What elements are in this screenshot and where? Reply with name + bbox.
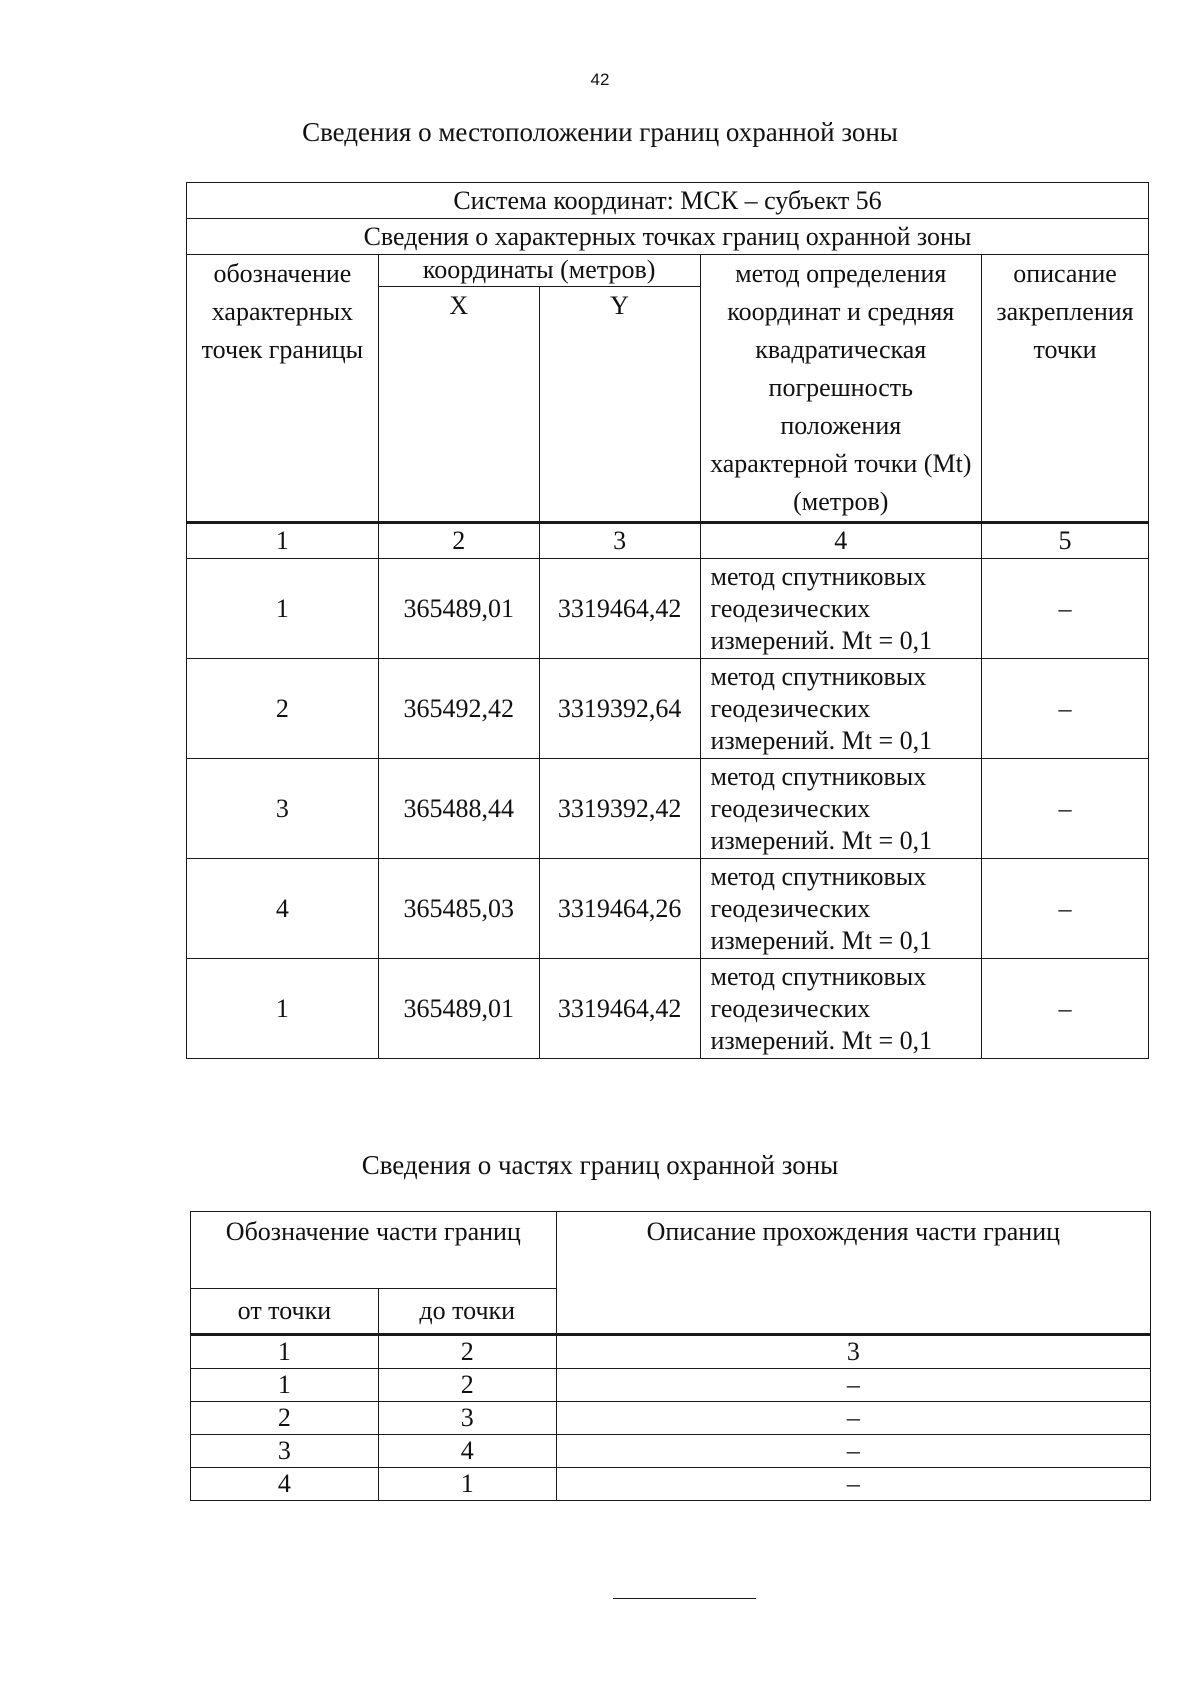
to-cell: 4 xyxy=(378,1435,556,1468)
method-cell: метод спутниковых геодезических измерений. Mt = 0,1 xyxy=(700,859,982,959)
header-designation: Обозначение части границ xyxy=(191,1212,557,1289)
x-cell: 365489,01 xyxy=(378,559,539,659)
y-cell: 3319392,64 xyxy=(539,659,700,759)
method-cell: метод спутниковых геодезических измерений. Mt = 0,1 xyxy=(700,559,982,659)
point-cell: 4 xyxy=(187,859,379,959)
from-cell: 1 xyxy=(191,1369,379,1402)
y-cell: 3319464,26 xyxy=(539,859,700,959)
table-row xyxy=(191,1435,1151,1468)
table-row xyxy=(191,1468,1151,1501)
y-cell: 3319464,42 xyxy=(539,559,700,659)
column-number: 3 xyxy=(556,1335,1150,1369)
point-cell: 1 xyxy=(187,559,379,659)
section-title-boundaries: Сведения о местоположении границ охранной зоны xyxy=(302,117,898,147)
table-row xyxy=(191,1369,1151,1402)
from-cell: 2 xyxy=(191,1402,379,1435)
column-number-row xyxy=(187,523,1149,559)
fixing-cell: – xyxy=(982,759,1149,859)
x-cell: 365489,01 xyxy=(378,959,539,1059)
table-row xyxy=(187,959,1149,1059)
fixing-cell: – xyxy=(982,859,1149,959)
method-cell: метод спутниковых геодезических измерений. Mt = 0,1 xyxy=(700,959,982,1059)
point-cell: 1 xyxy=(187,959,379,1059)
header-description: Описание прохождения части границ xyxy=(556,1212,1150,1335)
end-of-document-rule xyxy=(613,1598,756,1599)
boundary-parts-table xyxy=(190,1211,1151,1501)
coord-system-header: Система координат: МСК – субъект 56 xyxy=(187,183,1149,219)
x-cell: 365492,42 xyxy=(378,659,539,759)
table-row xyxy=(187,659,1149,759)
x-cell: 365485,03 xyxy=(378,859,539,959)
fixing-cell: – xyxy=(982,559,1149,659)
point-cell: 3 xyxy=(187,759,379,859)
fixing-cell: – xyxy=(982,659,1149,759)
header-method: метод определения координат и средняя квадратическая погрешность положения характерной точки (Mt) (метров) xyxy=(700,255,982,523)
column-number: 3 xyxy=(539,523,700,559)
header-fixing: описание закрепления точки xyxy=(982,255,1149,523)
to-cell: 2 xyxy=(378,1369,556,1402)
column-number: 5 xyxy=(982,523,1149,559)
y-cell: 3319464,42 xyxy=(539,959,700,1059)
header-coordinates: координаты (метров) xyxy=(378,255,700,287)
point-cell: 2 xyxy=(187,659,379,759)
method-cell: метод спутниковых геодезических измерений. Mt = 0,1 xyxy=(700,659,982,759)
from-cell: 4 xyxy=(191,1468,379,1501)
description-cell: – xyxy=(556,1369,1150,1402)
to-cell: 1 xyxy=(378,1468,556,1501)
section-title-parts: Сведения о частях границ охранной зоны xyxy=(361,1150,839,1180)
column-number-row xyxy=(191,1335,1151,1369)
table-row xyxy=(191,1402,1151,1435)
column-number: 4 xyxy=(700,523,982,559)
table-row xyxy=(187,559,1149,659)
page-number: 42 xyxy=(590,70,610,89)
description-cell: – xyxy=(556,1468,1150,1501)
header-from: от точки xyxy=(191,1289,379,1335)
to-cell: 3 xyxy=(378,1402,556,1435)
from-cell: 3 xyxy=(191,1435,379,1468)
header-to: до точки xyxy=(378,1289,556,1335)
header-y: Y xyxy=(539,287,700,523)
column-number: 2 xyxy=(378,1335,556,1369)
description-cell: – xyxy=(556,1435,1150,1468)
fixing-cell: – xyxy=(982,959,1149,1059)
points-subheading: Сведения о характерных точках границ охранной зоны xyxy=(187,219,1149,255)
description-cell: – xyxy=(556,1402,1150,1435)
header-x: X xyxy=(378,287,539,523)
column-number: 1 xyxy=(191,1335,379,1369)
y-cell: 3319392,42 xyxy=(539,759,700,859)
column-number: 1 xyxy=(187,523,379,559)
method-cell: метод спутниковых геодезических измерений. Mt = 0,1 xyxy=(700,759,982,859)
column-number: 2 xyxy=(378,523,539,559)
x-cell: 365488,44 xyxy=(378,759,539,859)
table-row xyxy=(187,759,1149,859)
header-point-designation: обозначение характерных точек границы xyxy=(187,255,379,523)
table-row xyxy=(187,859,1149,959)
boundary-points-table xyxy=(186,182,1149,1059)
